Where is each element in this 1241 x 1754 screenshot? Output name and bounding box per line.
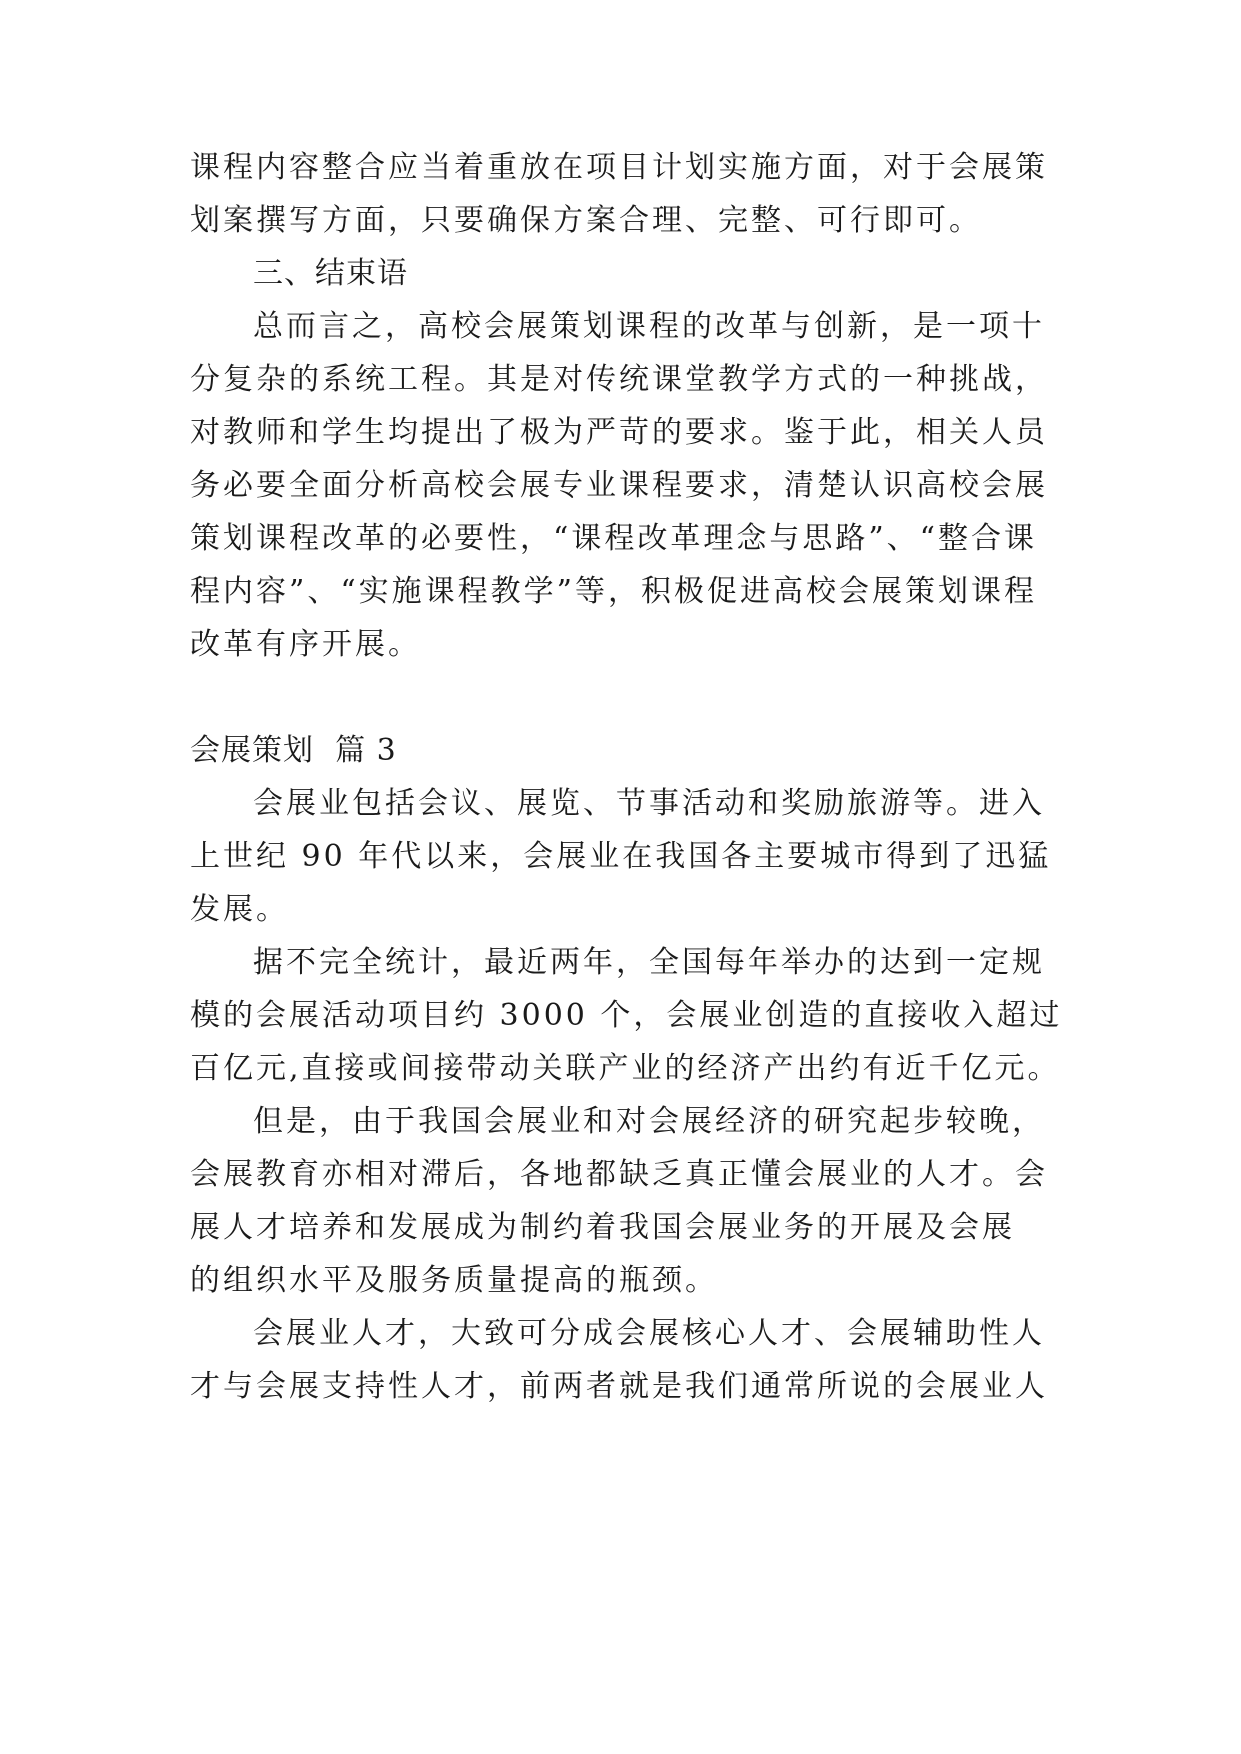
body-text-line: 上世纪 90 年代以来，会展业在我国各主要城市得到了迅猛 xyxy=(190,839,1052,874)
paragraph-first-line: 会展业包括会议、展览、节事活动和奖励旅游等。进入 xyxy=(253,786,1045,821)
body-text-line: 的组织水平及服务质量提高的瓶颈。 xyxy=(190,1263,718,1298)
paragraph-first-line: 会展业人才，大致可分成会展核心人才、会展辅助性人 xyxy=(253,1316,1045,1351)
body-text-line: 发展。 xyxy=(190,892,289,927)
body-text-line: 会展教育亦相对滞后，各地都缺乏真正懂会展业的人才。会 xyxy=(190,1157,1048,1192)
body-text-line: 改革有序开展。 xyxy=(190,627,421,662)
body-text-line: 课程内容整合应当着重放在项目计划实施方面，对于会展策 xyxy=(190,150,1048,185)
body-text-line: 才与会展支持性人才，前两者就是我们通常所说的会展业人 xyxy=(190,1369,1048,1404)
body-text-line: 模的会展活动项目约 3000 个，会展业创造的直接收入超过 xyxy=(190,998,1063,1033)
paragraph-first-line: 但是，由于我国会展业和对会展经济的研究起步较晚， xyxy=(253,1104,1045,1139)
body-text-line: 划案撰写方面，只要确保方案合理、完整、可行即可。 xyxy=(190,203,982,238)
body-text-line: 展人才培养和发展成为制约着我国会展业务的开展及会展 xyxy=(190,1210,1015,1245)
body-text-line: 程内容”、“实施课程教学”等，积极促进高校会展策划课程 xyxy=(190,574,1038,609)
body-text-line: 百亿元,直接或间接带动关联产业的经济产出约有近千亿元。 xyxy=(190,1051,1061,1086)
body-text-line: 对教师和学生均提出了极为严苛的要求。鉴于此，相关人员 xyxy=(190,415,1048,450)
article-title: 会展策划 篇 3 xyxy=(190,733,397,768)
body-text-line: 分复杂的系统工程。其是对传统课堂教学方式的一种挑战， xyxy=(190,362,1048,397)
body-text-line: 务必要全面分析高校会展专业课程要求，清楚认识高校会展 xyxy=(190,468,1048,503)
paragraph-first-line: 总而言之，高校会展策划课程的改革与创新，是一项十 xyxy=(253,309,1045,344)
section-heading: 三、结束语 xyxy=(253,256,408,291)
paragraph-first-line: 据不完全统计，最近两年，全国每年举办的达到一定规 xyxy=(253,945,1045,980)
body-text-line: 策划课程改革的必要性，“课程改革理念与思路”、“整合课 xyxy=(190,521,1038,556)
